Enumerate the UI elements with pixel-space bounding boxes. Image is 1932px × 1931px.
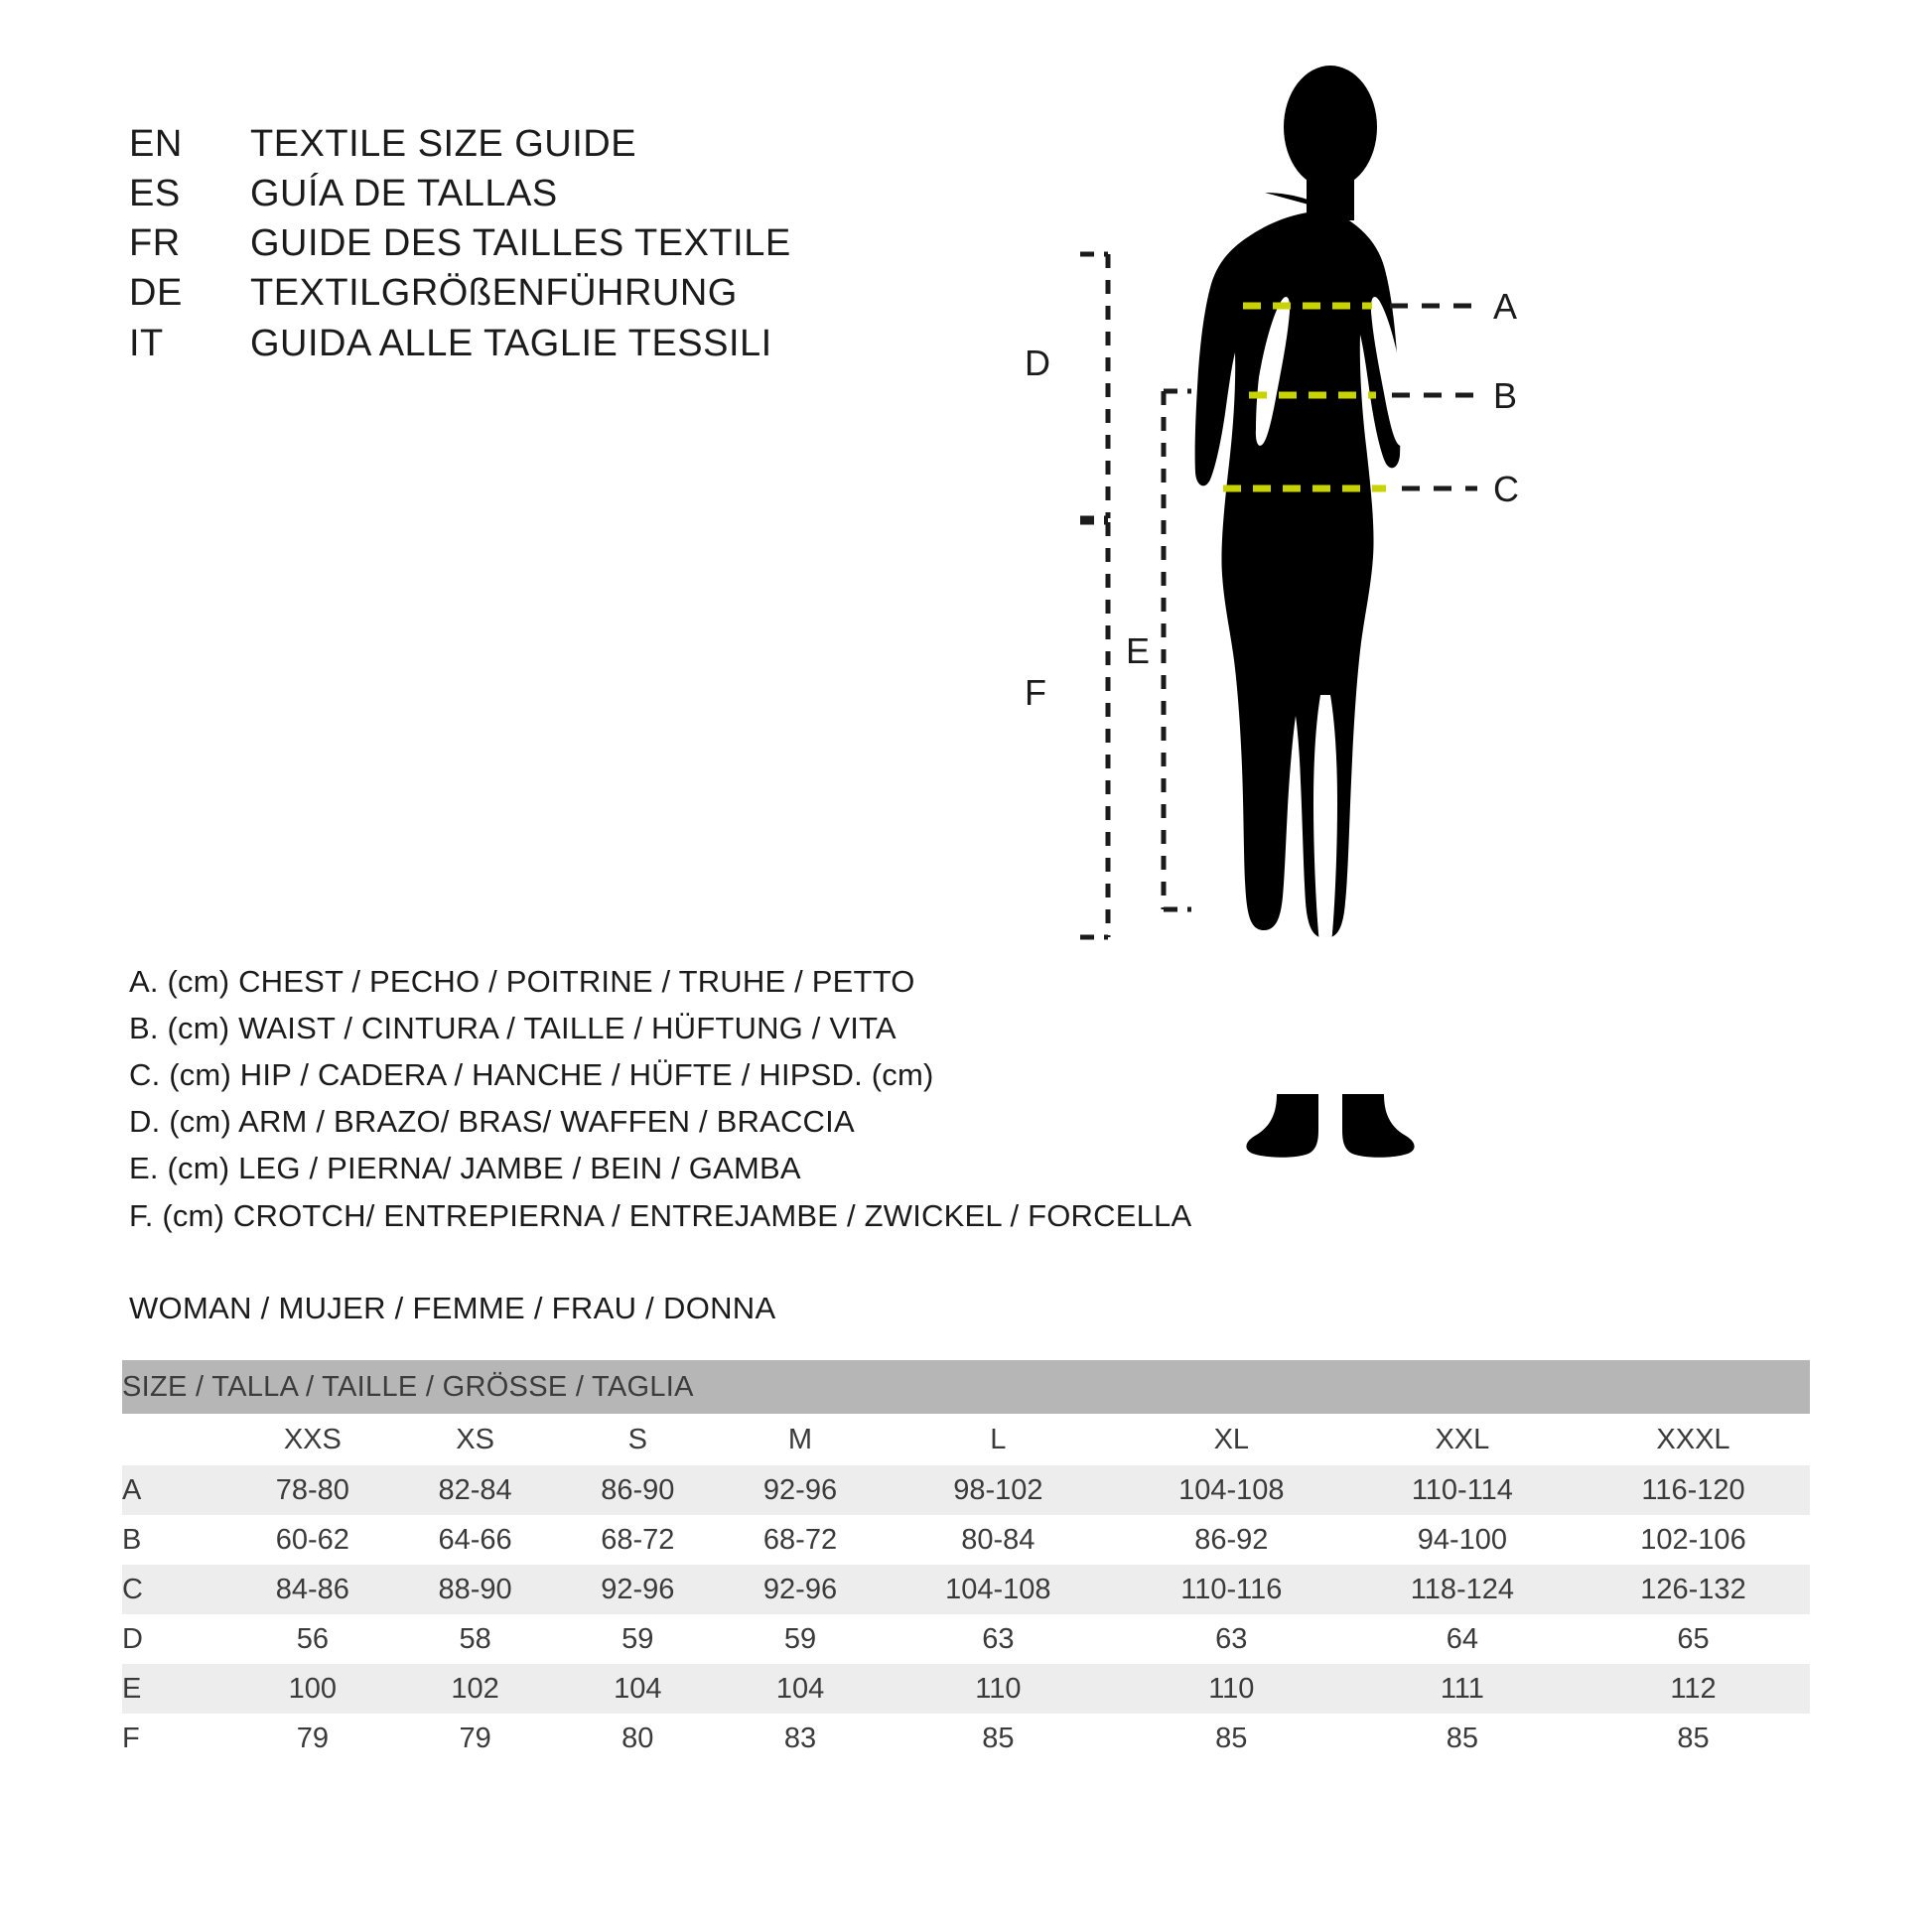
measurement-legend bbox=[129, 958, 1192, 1239]
cell: 65 bbox=[1577, 1614, 1810, 1664]
title-row bbox=[129, 119, 1023, 169]
cell: 85 bbox=[1577, 1714, 1810, 1763]
cell: 94-100 bbox=[1348, 1515, 1577, 1565]
size-col-m: M bbox=[719, 1414, 882, 1465]
title-lang-code: DE bbox=[129, 272, 183, 315]
cell: 92-96 bbox=[719, 1465, 882, 1515]
cell: 56 bbox=[231, 1614, 394, 1664]
body-measurement-figure bbox=[1025, 60, 1886, 1201]
cell: 63 bbox=[1115, 1614, 1348, 1664]
legend-item-b: B. (cm) WAIST / CINTURA / TAILLE / HÜFTUNG / VITA bbox=[129, 1011, 897, 1046]
cell: 104 bbox=[719, 1664, 882, 1714]
size-col-l: L bbox=[882, 1414, 1115, 1465]
title-text: TEXTILGRÖßENFÜHRUNG bbox=[250, 272, 738, 315]
title-text: GUÍA DE TALLAS bbox=[250, 173, 558, 215]
cell: 102 bbox=[394, 1664, 557, 1714]
title-row bbox=[129, 268, 1023, 318]
cell: 104-108 bbox=[882, 1565, 1115, 1614]
size-col-xs: XS bbox=[394, 1414, 557, 1465]
title-row bbox=[129, 319, 1023, 368]
cell: 58 bbox=[394, 1614, 557, 1664]
cell: 85 bbox=[882, 1714, 1115, 1763]
title-lang-code: ES bbox=[129, 173, 181, 215]
cell: 68-72 bbox=[719, 1515, 882, 1565]
marker-label-a: A bbox=[1493, 286, 1518, 327]
table-row bbox=[122, 1565, 1810, 1614]
cell: 78-80 bbox=[231, 1465, 394, 1515]
cell: 112 bbox=[1577, 1664, 1810, 1714]
cell: 126-132 bbox=[1577, 1565, 1810, 1614]
row-label: C bbox=[122, 1565, 231, 1614]
size-col-xxxl: XXXL bbox=[1577, 1414, 1810, 1465]
size-col-xxl: XXL bbox=[1348, 1414, 1577, 1465]
cell: 59 bbox=[719, 1614, 882, 1664]
title-row bbox=[129, 218, 1023, 268]
cell: 102-106 bbox=[1577, 1515, 1810, 1565]
table-row bbox=[122, 1515, 1810, 1565]
row-label: D bbox=[122, 1614, 231, 1664]
cell: 59 bbox=[556, 1614, 719, 1664]
table-header-label: SIZE / TALLA / TAILLE / GRÖSSE / TAGLIA bbox=[122, 1360, 1810, 1414]
cell: 104 bbox=[556, 1664, 719, 1714]
cell: 83 bbox=[719, 1714, 882, 1763]
legend-item-f: F. (cm) CROTCH/ ENTREPIERNA / ENTREJAMBE / ZWICKEL / FORCELLA bbox=[129, 1197, 1192, 1233]
cell: 79 bbox=[231, 1714, 394, 1763]
cell: 64 bbox=[1348, 1614, 1577, 1664]
title-lang-code: IT bbox=[129, 322, 164, 364]
cell: 63 bbox=[882, 1614, 1115, 1664]
cell: 116-120 bbox=[1577, 1465, 1810, 1515]
legend-item-e: E. (cm) LEG / PIERNA/ JAMBE / BEIN / GAMBA bbox=[129, 1151, 801, 1186]
cell: 68-72 bbox=[556, 1515, 719, 1565]
cell: 64-66 bbox=[394, 1515, 557, 1565]
cell: 80 bbox=[556, 1714, 719, 1763]
row-label: A bbox=[122, 1465, 231, 1515]
cell: 79 bbox=[394, 1714, 557, 1763]
cell: 104-108 bbox=[1115, 1465, 1348, 1515]
marker-label-c: C bbox=[1493, 469, 1519, 509]
size-table bbox=[122, 1360, 1810, 1763]
female-silhouette-icon bbox=[1195, 66, 1415, 1158]
table-row bbox=[122, 1614, 1810, 1664]
row-label: B bbox=[122, 1515, 231, 1565]
cell: 118-124 bbox=[1348, 1565, 1577, 1614]
legend-item-c: C. (cm) HIP / CADERA / HANCHE / HÜFTE / HIPSD. (cm) bbox=[129, 1057, 934, 1093]
size-col-s: S bbox=[556, 1414, 719, 1465]
marker-label-d: D bbox=[1025, 343, 1050, 383]
row-label: F bbox=[122, 1714, 231, 1763]
title-block bbox=[129, 119, 1023, 368]
cell: 98-102 bbox=[882, 1465, 1115, 1515]
marker-label-f: F bbox=[1025, 672, 1046, 713]
cell: 111 bbox=[1348, 1664, 1577, 1714]
measurement-bracket-e bbox=[1126, 391, 1191, 909]
title-row bbox=[129, 169, 1023, 218]
cell: 92-96 bbox=[719, 1565, 882, 1614]
table-size-row bbox=[122, 1414, 1810, 1465]
cell: 82-84 bbox=[394, 1465, 557, 1515]
row-label: E bbox=[122, 1664, 231, 1714]
cell: 110-116 bbox=[1115, 1565, 1348, 1614]
legend-item-a: A. (cm) CHEST / PECHO / POITRINE / TRUHE / PETTO bbox=[129, 964, 915, 999]
cell: 92-96 bbox=[556, 1565, 719, 1614]
cell: 86-92 bbox=[1115, 1515, 1348, 1565]
cell: 88-90 bbox=[394, 1565, 557, 1614]
marker-label-e: E bbox=[1126, 630, 1151, 671]
cell: 80-84 bbox=[882, 1515, 1115, 1565]
table-row bbox=[122, 1714, 1810, 1763]
cell: 84-86 bbox=[231, 1565, 394, 1614]
size-col-xxs: XXS bbox=[231, 1414, 394, 1465]
title-lang-code: FR bbox=[129, 222, 181, 265]
cell: 86-90 bbox=[556, 1465, 719, 1515]
group-caption: WOMAN / MUJER / FEMME / FRAU / DONNA bbox=[129, 1291, 776, 1325]
table-header-row bbox=[122, 1360, 1810, 1414]
marker-label-b: B bbox=[1493, 375, 1518, 416]
size-col-xl: XL bbox=[1115, 1414, 1348, 1465]
cell: 100 bbox=[231, 1664, 394, 1714]
title-text: GUIDE DES TAILLES TEXTILE bbox=[250, 222, 791, 265]
cell: 110-114 bbox=[1348, 1465, 1577, 1515]
cell: 85 bbox=[1348, 1714, 1577, 1763]
measurement-bracket-f bbox=[1025, 522, 1108, 937]
title-lang-code: EN bbox=[129, 123, 183, 165]
measurement-bracket-d bbox=[1025, 254, 1108, 518]
table-row bbox=[122, 1465, 1810, 1515]
title-text: GUIDA ALLE TAGLIE TESSILI bbox=[250, 322, 772, 364]
table-row bbox=[122, 1664, 1810, 1714]
title-text: TEXTILE SIZE GUIDE bbox=[250, 123, 637, 165]
cell: 60-62 bbox=[231, 1515, 394, 1565]
cell: 110 bbox=[882, 1664, 1115, 1714]
cell: 85 bbox=[1115, 1714, 1348, 1763]
table-corner-cell bbox=[122, 1414, 231, 1465]
legend-item-d: D. (cm) ARM / BRAZO/ BRAS/ WAFFEN / BRACCIA bbox=[129, 1104, 855, 1140]
cell: 110 bbox=[1115, 1664, 1348, 1714]
